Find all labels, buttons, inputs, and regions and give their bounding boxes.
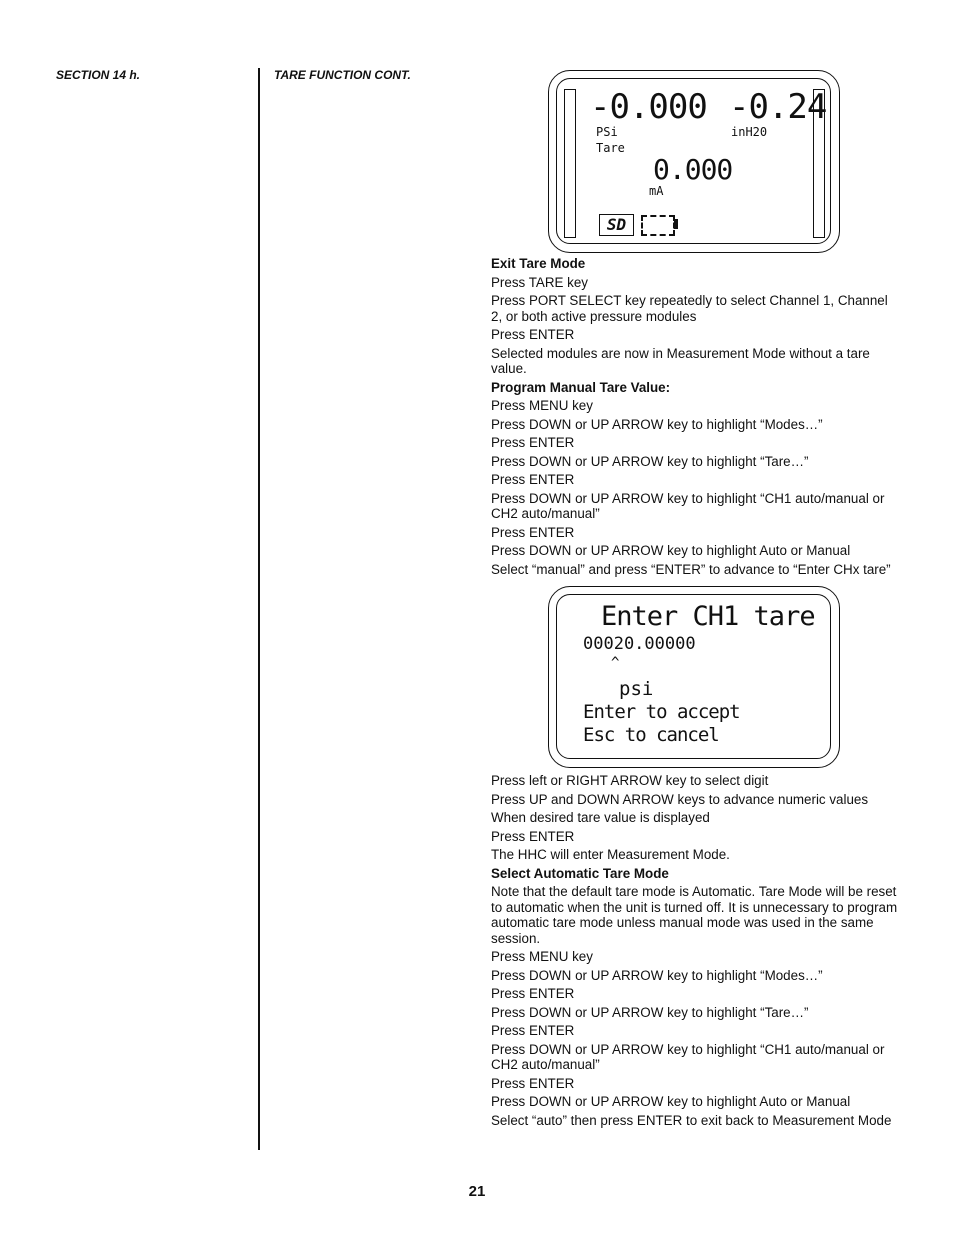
instruction-line: Press DOWN or UP ARROW key to highlight “Modes…”	[491, 416, 823, 432]
enter-tare-title: Enter CH1 tare	[601, 601, 815, 632]
instruction-line: Press ENTER	[491, 986, 575, 1001]
instruction-line: Note that the default tare mode is Automatic. Tare Mode will be reset to automatic when the unit is turned off. It is unnecessary to program automatic tare mode unless manual mode was used in the same session.	[491, 884, 898, 946]
instruction-line: Selected modules are now in Measurement Mode without a tare value.	[491, 345, 870, 376]
instruction-line: Press ENTER	[491, 828, 575, 844]
subheading: Exit Tare Mode	[491, 256, 586, 271]
accept-hint: Enter to accept	[583, 701, 740, 723]
instruction-line: Press DOWN or UP ARROW key to highlight “CH1 auto/manual or CH2 auto/manual”	[491, 1041, 885, 1072]
instruction-line: Press DOWN or UP ARROW key to highlight Auto or Manual	[491, 1094, 851, 1109]
instruction-line: Press PORT SELECT key repeatedly to select Channel 1, Channel 2, or both active pressure modules	[491, 293, 888, 324]
instruction-line: When desired tare value is displayed	[491, 810, 710, 825]
instruction-line: Press DOWN or UP ARROW key to highlight “Tare…”	[491, 1004, 809, 1020]
instruction-line: Press DOWN or UP ARROW key to highlight “CH1 auto/manual or CH2 auto/manual”	[491, 490, 885, 521]
tare-value: 00020.00000	[583, 634, 696, 654]
cancel-hint: Esc to cancel	[583, 724, 719, 746]
tare-label: Tare	[596, 141, 625, 155]
instruction-line: Press ENTER	[491, 472, 575, 487]
ma-value: 0.000	[653, 153, 733, 186]
digit-caret: ^	[611, 655, 620, 671]
instruction-line: Press MENU key	[491, 949, 593, 964]
battery-icon	[641, 215, 675, 236]
lcd-display-enter-tare	[548, 586, 840, 768]
subheading: Select Automatic Tare Mode	[491, 865, 669, 881]
instruction-line: Press TARE key	[491, 274, 588, 290]
instruction-line: Press ENTER	[491, 1023, 575, 1038]
subheading: Program Manual Tare Value:	[491, 379, 671, 395]
instruction-line: Press DOWN or UP ARROW key to highlight “Tare…”	[491, 453, 809, 469]
instruction-line: Press ENTER	[491, 1075, 575, 1091]
page-number: 21	[468, 1183, 486, 1200]
instructions-block-1	[491, 256, 901, 580]
instruction-line: Press ENTER	[491, 524, 575, 540]
instruction-line: Press DOWN or UP ARROW key to highlight “Modes…”	[491, 967, 823, 983]
lcd-display-tare	[548, 70, 840, 253]
ch2-unit: inH20	[731, 125, 768, 139]
instruction-line: Press ENTER	[491, 327, 575, 342]
left-bargraph	[564, 89, 576, 238]
column-divider	[258, 68, 260, 1150]
instruction-line: Press MENU key	[491, 398, 593, 413]
topic-heading: TARE FUNCTION CONT.	[274, 68, 411, 82]
instruction-line: Press UP and DOWN ARROW keys to advance numeric values	[491, 791, 869, 807]
sd-card-badge: SD	[599, 214, 634, 236]
instruction-line: Select “auto” then press ENTER to exit back to Measurement Mode	[491, 1112, 892, 1128]
instruction-line: Select “manual” and press “ENTER” to advance to “Enter CHx tare”	[491, 561, 891, 577]
instruction-line: Press left or RIGHT ARROW key to select digit	[491, 773, 769, 788]
ch1-value: -0.000	[590, 87, 707, 127]
section-heading: SECTION 14 h.	[56, 68, 141, 82]
instructions-block-2	[491, 773, 901, 1131]
ch2-value: -0.24	[729, 87, 827, 127]
ch1-unit: PSi	[596, 125, 618, 139]
instruction-line: The HHC will enter Measurement Mode.	[491, 847, 730, 862]
tare-unit: psi	[619, 678, 654, 700]
instruction-line: Press DOWN or UP ARROW key to highlight Auto or Manual	[491, 543, 851, 558]
ma-unit: mA	[649, 184, 664, 198]
battery-tip	[674, 219, 678, 229]
instruction-line: Press ENTER	[491, 435, 575, 450]
